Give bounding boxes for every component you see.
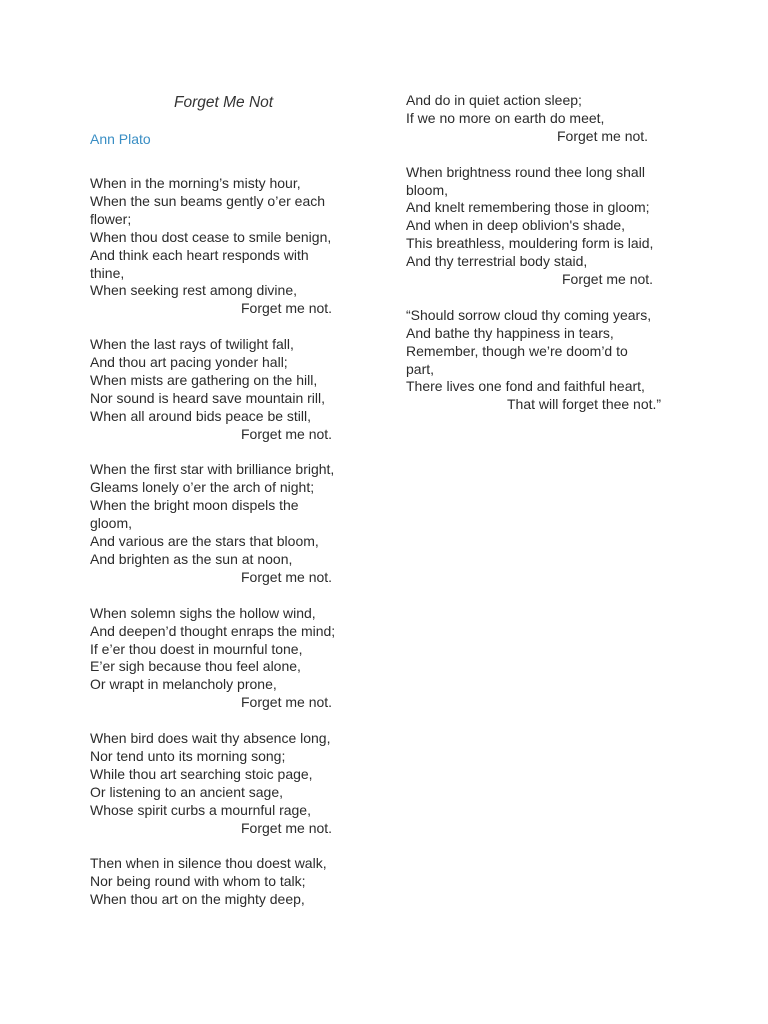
refrain-line: That will forget thee not.” (507, 396, 662, 413)
poem-line: When in the morning’s misty hour, (90, 175, 301, 191)
poem-line: Nor tend unto its morning song; (90, 747, 286, 764)
poem-line: When brightness round thee long shall (406, 163, 645, 180)
poem-line: When bird does wait thy absence long, (90, 730, 331, 747)
poem-line: Gleams lonely o’er the arch of night; (90, 479, 315, 496)
poem-line: While thou art searching stoic page, (90, 765, 313, 782)
poem-line: And various are the stars that bloom, (90, 533, 319, 550)
poem-line: When thou dost cease to smile benign, (90, 228, 332, 245)
poem-line: And deepen’d thought enraps the mind; (90, 622, 336, 639)
poem-line: When seeking rest among divine, (90, 282, 297, 299)
poem-line: When mists are gathering on the hill, (90, 371, 318, 388)
stanza (90, 730, 365, 837)
stanza (90, 175, 365, 318)
poem-line: And do in quiet action sleep; (406, 92, 582, 108)
poem-line: And bathe thy happiness in tears, (406, 324, 614, 341)
poem-line: Nor sound is heard save mountain rill, (90, 389, 326, 406)
poem-line: bloom, (406, 181, 449, 198)
right-column (406, 92, 696, 432)
poem-line: part, (406, 360, 435, 377)
refrain-line: Forget me not. (562, 271, 654, 288)
poem-line: When the sun beams gently o’er each (90, 192, 326, 209)
left-column (90, 92, 365, 927)
poem-line: There lives one fond and faithful heart, (406, 378, 645, 395)
refrain-line: Forget me not. (241, 425, 333, 442)
stanza (90, 336, 365, 443)
poem-line: flower; (90, 210, 132, 227)
poem-line: When the bright moon dispels the (90, 497, 299, 514)
stanza (406, 164, 696, 289)
poem-line: And brighten as the sun at noon, (90, 551, 293, 567)
poem-line: When thou art on the mighty deep, (90, 891, 305, 908)
poem-line: If e’er thou doest in mournful tone, (90, 640, 303, 657)
refrain-line: Forget me not. (241, 819, 333, 836)
poem-line: gloom, (90, 515, 133, 532)
poem-line: And when in deep oblivion's shade, (406, 217, 626, 234)
stanza (90, 605, 365, 712)
left-poem-body (90, 175, 365, 909)
stanza (406, 307, 696, 414)
poem-line: And think each heart responds with (90, 246, 309, 263)
poem-line: When solemn sighs the hollow wind, (90, 604, 316, 621)
poem-line: When the first star with brilliance bright, (90, 461, 335, 478)
poem-author: Ann Plato (90, 131, 151, 147)
stanza (406, 92, 696, 146)
poem-title: Forget Me Not (174, 94, 274, 111)
refrain-line: Forget me not. (241, 300, 333, 317)
poem-line: Nor being round with whom to talk; (90, 873, 306, 890)
refrain-line: Forget me not. (557, 127, 649, 144)
stanza (90, 461, 365, 586)
poem-line: E’er sigh because thou feel alone, (90, 658, 301, 675)
poem-line: And knelt remembering those in gloom; (406, 199, 650, 216)
poem-line: Then when in silence thou doest walk, (90, 855, 327, 872)
poem-line: Whose spirit curbs a mournful rage, (90, 801, 311, 818)
refrain-line: Forget me not. (241, 694, 333, 711)
poem-line: This breathless, mouldering form is laid, (406, 235, 654, 252)
poem-line: And thy terrestrial body staid, (406, 253, 588, 270)
poem-line: If we no more on earth do meet, (406, 109, 605, 126)
poem-line: And thou art pacing yonder hall; (90, 354, 288, 371)
poem-line: “Should sorrow cloud thy coming years, (406, 306, 652, 323)
refrain-line: Forget me not. (241, 568, 333, 585)
poem-line: Or listening to an ancient sage, (90, 783, 284, 800)
poem-line: When the last rays of twilight fall, (90, 336, 294, 353)
poem-line: Or wrapt in melancholy prone, (90, 676, 277, 693)
poem-line: Remember, though we’re doom’d to (406, 342, 628, 359)
poem-line: thine, (90, 264, 125, 281)
stanza (90, 855, 365, 909)
poem-line: When all around bids peace be still, (90, 407, 312, 424)
